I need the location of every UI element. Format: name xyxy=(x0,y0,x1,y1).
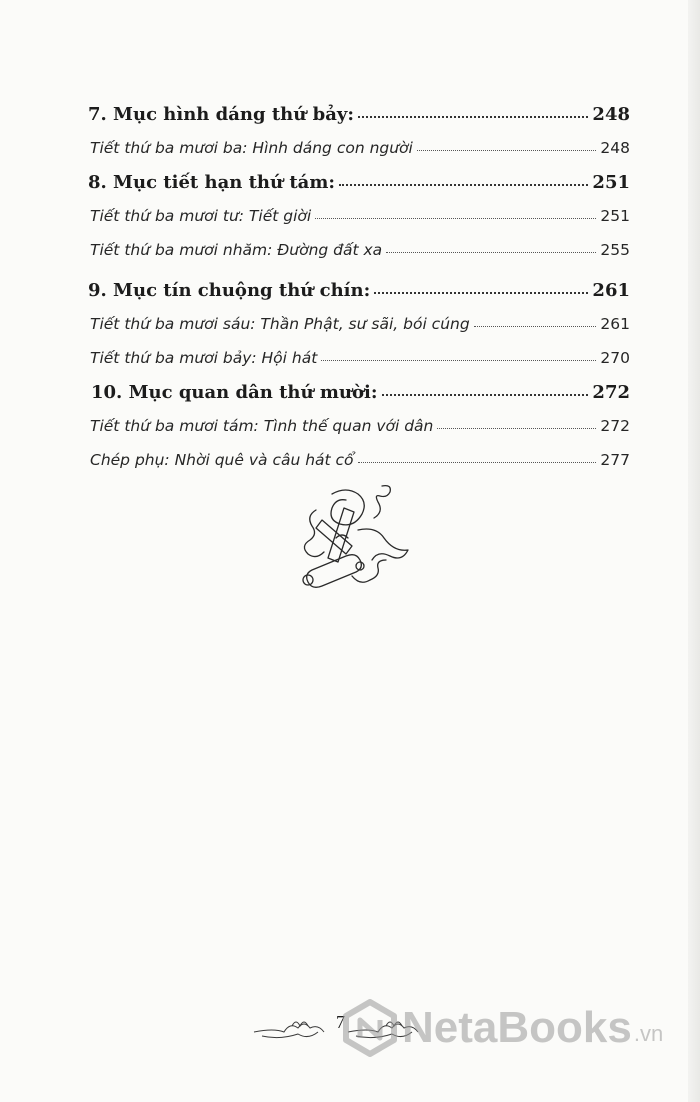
toc-entry-section-36 xyxy=(88,314,630,348)
toc-entry-page: 255 xyxy=(600,240,630,259)
watermark xyxy=(338,992,683,1064)
netabooks-logo-icon xyxy=(338,996,402,1060)
toc-entry-section-34 xyxy=(88,206,630,240)
toc-entry-title: Tiết thứ ba mươi nhăm: Đường đất xa xyxy=(90,240,383,259)
toc-entry-page: 272 xyxy=(592,382,630,403)
toc-entry-page: 277 xyxy=(600,450,630,469)
toc-entry-page: 272 xyxy=(600,416,630,435)
toc-entry-page: 248 xyxy=(592,104,630,125)
toc-entry-chapter-9 xyxy=(88,280,630,314)
toc-entry-chapter-10 xyxy=(88,382,630,416)
dot-leader xyxy=(382,380,589,396)
toc-entry-chapter-7 xyxy=(88,104,630,138)
toc-entry-page: 248 xyxy=(600,138,630,157)
toc-entry-page: 251 xyxy=(600,206,630,225)
dot-leader xyxy=(339,170,588,186)
watermark-suffix: .vn xyxy=(633,1021,664,1046)
dot-leader xyxy=(315,204,596,219)
dot-leader xyxy=(417,136,597,151)
toc-entry-title: 10. Mục quan dân thứ mười: xyxy=(91,382,378,403)
scroll-ornament-icon xyxy=(292,480,412,600)
toc-entry-section-38 xyxy=(88,416,630,450)
toc-entry-title: Tiết thứ ba mươi bảy: Hội hát xyxy=(90,348,318,367)
toc-entry-page: 261 xyxy=(600,314,630,333)
toc-entry-title: Tiết thứ ba mươi ba: Hình dáng con người xyxy=(90,138,413,157)
watermark-text: NetaBooks xyxy=(402,1003,632,1052)
toc-entry-page: 251 xyxy=(592,172,630,193)
dot-leader xyxy=(358,102,588,118)
toc-entry-page: 261 xyxy=(592,280,630,301)
toc-entry-chapter-8 xyxy=(88,172,630,206)
toc-entry-title: 7. Mục hình dáng thứ bảy: xyxy=(88,104,354,125)
table-of-contents xyxy=(88,104,630,484)
toc-entry-section-37 xyxy=(88,348,630,382)
dot-leader xyxy=(437,414,596,429)
toc-entry-page: 270 xyxy=(600,348,630,367)
toc-entry-title: Tiết thứ ba mươi tư: Tiết giời xyxy=(90,206,312,225)
toc-entry-title: Chép phụ: Nhời quê và câu hát cổ xyxy=(90,450,354,469)
toc-entry-section-33 xyxy=(88,138,630,172)
dot-leader xyxy=(474,312,597,327)
toc-entry-title: Tiết thứ ba mươi sáu: Thần Phật, sư sãi, bói cúng xyxy=(90,314,470,333)
page-number: 7 xyxy=(336,1012,345,1032)
dot-leader xyxy=(386,238,596,253)
dot-leader xyxy=(321,346,596,361)
toc-entry-section-35 xyxy=(88,240,630,280)
dot-leader xyxy=(358,448,597,463)
dot-leader xyxy=(374,278,588,294)
toc-entry-title: 9. Mục tín chuộng thứ chín: xyxy=(88,280,371,301)
toc-entry-title: 8. Mục tiết hạn thứ tám: xyxy=(88,172,336,193)
page-edge xyxy=(688,0,700,1102)
toc-entry-appendix xyxy=(88,450,630,484)
toc-entry-title: Tiết thứ ba mươi tám: Tình thế quan với dân xyxy=(90,416,434,435)
